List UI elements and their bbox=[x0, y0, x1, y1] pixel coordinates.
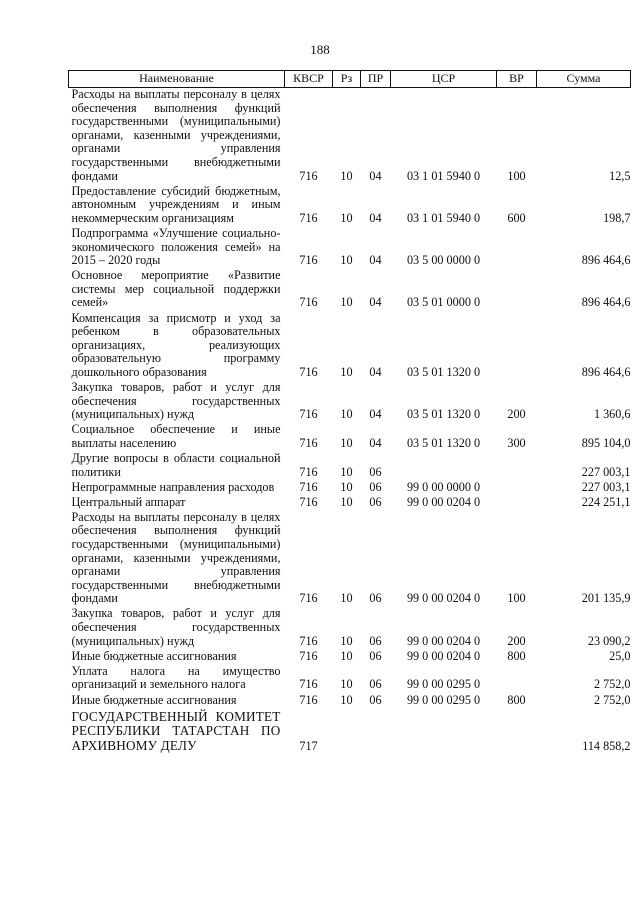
cell-csr: 99 0 00 0000 0 bbox=[406, 479, 481, 494]
cell-kvsr: 716 bbox=[299, 168, 318, 183]
cell-vr bbox=[497, 452, 537, 481]
cell-vr: 200 bbox=[507, 407, 526, 422]
cell-pr: 04 bbox=[369, 435, 382, 450]
cell-rz: 10 bbox=[340, 464, 353, 479]
cell-rz: 10 bbox=[340, 677, 353, 692]
cell-rz: 10 bbox=[340, 407, 353, 422]
cell-pr: 06 bbox=[369, 633, 382, 648]
cell-pr: 06 bbox=[369, 494, 382, 509]
cell-kvsr: 716 bbox=[299, 407, 318, 422]
cell-csr: 99 0 00 0295 0 bbox=[406, 677, 481, 692]
cell-pr: 06 bbox=[369, 464, 382, 479]
cell-pr: 06 bbox=[369, 479, 382, 494]
cell-kvsr: 716 bbox=[299, 494, 318, 509]
cell-pr: 04 bbox=[369, 364, 382, 379]
cell-sum: 23 090,2 bbox=[587, 633, 631, 648]
cell-sum: 227 003,1 bbox=[581, 479, 631, 494]
cell-pr: 04 bbox=[369, 210, 382, 225]
header-sum: Сумма bbox=[537, 71, 631, 88]
cell-rz: 10 bbox=[340, 210, 353, 225]
cell-sum: 896 464,6 bbox=[581, 253, 631, 268]
table-row bbox=[69, 423, 631, 452]
cell-sum: 12,5 bbox=[609, 168, 631, 183]
cell-sum: 201 135,9 bbox=[581, 591, 631, 606]
header-name: Наименование bbox=[69, 71, 285, 88]
table-row bbox=[69, 607, 631, 649]
table-row bbox=[69, 665, 631, 694]
cell-name: Основное мероприятие «Развитие системы мер социальной поддержки семей» bbox=[71, 268, 281, 310]
table-row bbox=[69, 269, 631, 311]
cell-pr: 04 bbox=[369, 295, 382, 310]
cell-kvsr: 716 bbox=[299, 464, 318, 479]
cell-name: Социальное обеспечение и иные выплаты населению bbox=[71, 422, 281, 450]
cell-kvsr: 716 bbox=[299, 479, 318, 494]
cell-vr bbox=[497, 496, 537, 511]
cell-rz: 10 bbox=[340, 692, 353, 707]
cell-kvsr: 716 bbox=[299, 364, 318, 379]
cell-sum: 895 104,0 bbox=[581, 435, 631, 450]
cell-kvsr: 716 bbox=[299, 295, 318, 310]
cell-pr: 06 bbox=[369, 692, 382, 707]
cell-vr bbox=[497, 665, 537, 694]
table-row bbox=[69, 496, 631, 511]
cell-sum: 227 003,1 bbox=[581, 464, 631, 479]
cell-vr bbox=[497, 709, 537, 755]
cell-name: Уплата налога на имущество организаций и земельного налога bbox=[71, 663, 281, 692]
cell-vr bbox=[497, 312, 537, 381]
cell-csr: 99 0 00 0204 0 bbox=[406, 648, 481, 663]
cell-rz: 10 bbox=[340, 364, 353, 379]
cell-vr: 100 bbox=[507, 591, 526, 606]
cell-kvsr: 716 bbox=[299, 633, 318, 648]
table-row bbox=[69, 88, 631, 185]
cell-kvsr: 716 bbox=[299, 677, 318, 692]
cell-vr bbox=[497, 269, 537, 311]
table-row bbox=[69, 650, 631, 665]
cell-csr: 03 1 01 5940 0 bbox=[406, 210, 481, 225]
cell-name: Расходы на выплаты персоналу в целях обеспечения выполнения функций государственными (муниципальными) органами, казенными учреждениями, органами управления государственными внебюджетными фондами bbox=[71, 87, 281, 183]
cell-name: Иные бюджетные ассигнования bbox=[71, 692, 237, 707]
cell-name: Иные бюджетные ассигнования bbox=[71, 648, 237, 663]
cell-rz: 10 bbox=[340, 253, 353, 268]
header-pr: ПР bbox=[361, 71, 391, 88]
cell-pr: 06 bbox=[369, 591, 382, 606]
cell-rz: 10 bbox=[340, 295, 353, 310]
cell-name: Непрограммные направления расходов bbox=[71, 479, 275, 494]
cell-rz: 10 bbox=[340, 168, 353, 183]
cell-kvsr: 716 bbox=[299, 210, 318, 225]
cell-csr: 99 0 00 0204 0 bbox=[406, 591, 481, 606]
header-rz: Рз bbox=[333, 71, 361, 88]
cell-pr: 04 bbox=[369, 168, 382, 183]
cell-vr: 100 bbox=[507, 168, 526, 183]
cell-kvsr: 716 bbox=[299, 253, 318, 268]
cell-kvsr: 716 bbox=[299, 648, 318, 663]
cell-vr: 300 bbox=[507, 435, 526, 450]
cell-name: Расходы на выплаты персоналу в целях обеспечения выполнения функций государственными (муниципальными) органами, казенными учреждениями, органами управления государственными внебюджетными фондами bbox=[71, 509, 281, 606]
cell-sum: 1 360,6 bbox=[593, 407, 631, 422]
cell-rz: 10 bbox=[340, 494, 353, 509]
cell-vr: 600 bbox=[507, 210, 526, 225]
cell-pr: 06 bbox=[369, 677, 382, 692]
cell-sum: 224 251,1 bbox=[581, 494, 631, 509]
cell-vr: 800 bbox=[507, 648, 526, 663]
cell-pr bbox=[361, 709, 391, 755]
table-row bbox=[69, 381, 631, 423]
cell-csr: 99 0 00 0204 0 bbox=[406, 494, 481, 509]
cell-kvsr: 716 bbox=[299, 591, 318, 606]
cell-name: ГОСУДАРСТВЕННЫЙ КОМИТЕТ РЕСПУБЛИКИ ТАТАРСТАН ПО АРХИВНОМУ ДЕЛУ bbox=[71, 708, 281, 753]
cell-vr: 800 bbox=[507, 692, 526, 707]
cell-pr: 04 bbox=[369, 407, 382, 422]
cell-name: Другие вопросы в области социальной политики bbox=[71, 450, 281, 479]
cell-name: Предоставление субсидий бюджетным, автономным учреждениям и иным некоммерческим организациям bbox=[71, 183, 281, 225]
cell-csr: 03 5 01 1320 0 bbox=[406, 407, 481, 422]
cell-rz: 10 bbox=[340, 633, 353, 648]
cell-pr: 06 bbox=[369, 648, 382, 663]
table-row bbox=[69, 185, 631, 227]
header-kvsr: КВСР bbox=[285, 71, 333, 88]
cell-rz: 10 bbox=[340, 591, 353, 606]
cell-csr: 99 0 00 0295 0 bbox=[406, 692, 481, 707]
cell-csr: 99 0 00 0204 0 bbox=[406, 633, 481, 648]
table-row bbox=[69, 694, 631, 709]
cell-csr bbox=[391, 709, 497, 755]
table-row bbox=[69, 481, 631, 496]
cell-vr bbox=[497, 481, 537, 496]
cell-rz: 10 bbox=[340, 435, 353, 450]
cell-sum: 896 464,6 bbox=[581, 364, 631, 379]
page-number: 188 bbox=[310, 42, 330, 57]
cell-sum: 2 752,0 bbox=[593, 677, 631, 692]
table-row bbox=[69, 227, 631, 269]
header-csr: ЦСР bbox=[391, 71, 497, 88]
cell-name: Закупка товаров, работ и услуг для обеспечения государственных (муниципальных) нужд bbox=[71, 379, 281, 422]
table-row bbox=[69, 312, 631, 381]
table-header-row bbox=[69, 71, 631, 88]
cell-rz: 10 bbox=[340, 648, 353, 663]
cell-rz: 10 bbox=[340, 479, 353, 494]
cell-csr: 03 5 01 1320 0 bbox=[406, 435, 481, 450]
cell-name: Центральный аппарат bbox=[71, 494, 186, 509]
cell-sum: 896 464,6 bbox=[581, 295, 631, 310]
cell-csr: 03 1 01 5940 0 bbox=[406, 168, 481, 183]
table-row bbox=[69, 452, 631, 481]
cell-kvsr: 716 bbox=[299, 692, 318, 707]
cell-csr bbox=[391, 452, 497, 481]
cell-csr: 03 5 01 1320 0 bbox=[406, 364, 481, 379]
cell-vr bbox=[497, 227, 537, 269]
cell-kvsr: 716 bbox=[299, 435, 318, 450]
header-vr: ВР bbox=[497, 71, 537, 88]
cell-pr: 04 bbox=[369, 253, 382, 268]
budget-table bbox=[68, 70, 631, 755]
cell-name: Закупка товаров, работ и услуг для обеспечения государственных (муниципальных) нужд bbox=[71, 606, 281, 648]
cell-sum: 198,7 bbox=[603, 210, 631, 225]
cell-sum: 2 752,0 bbox=[593, 692, 631, 707]
cell-name: Компенсация за присмотр и уход за ребенком в образовательных организациях, реализующих образовательную программу дошкольного образования bbox=[71, 310, 281, 379]
cell-rz bbox=[333, 709, 361, 755]
cell-csr: 03 5 00 0000 0 bbox=[406, 253, 481, 268]
cell-vr: 200 bbox=[507, 633, 526, 648]
cell-sum: 25,0 bbox=[609, 648, 631, 663]
cell-name: Подпрограмма «Улучшение социально-экономического положения семей» на 2015 – 2020 годы bbox=[71, 225, 281, 268]
table-row bbox=[69, 511, 631, 608]
cell-kvsr: 717 bbox=[299, 738, 318, 753]
cell-csr: 03 5 01 0000 0 bbox=[406, 295, 481, 310]
table-row bbox=[69, 709, 631, 755]
cell-sum: 114 858,2 bbox=[582, 738, 631, 753]
